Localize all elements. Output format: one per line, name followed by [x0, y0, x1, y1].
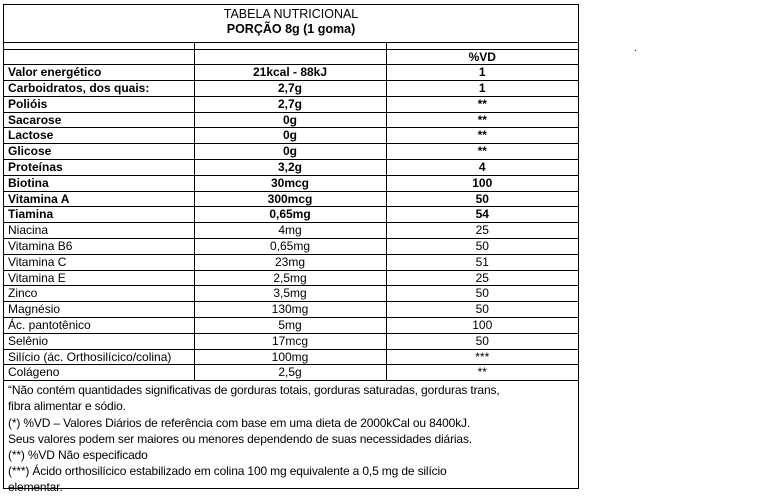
nutrient-amount: 4mg	[194, 223, 386, 239]
header-nutrient	[4, 49, 194, 65]
nutrient-vd: **	[386, 365, 578, 381]
table-row	[4, 207, 578, 223]
nutrient-amount: 3,2g	[194, 160, 386, 176]
nutrient-amount: 30mcg	[194, 175, 386, 191]
nutrient-amount: 2,7g	[194, 81, 386, 97]
nutrient-name: Lactose	[4, 128, 194, 144]
nutrient-name: Sacarose	[4, 112, 194, 128]
table-row	[4, 223, 578, 239]
nutrient-amount: 100mg	[194, 349, 386, 365]
footnote-line: fibra alimentar e sódio.	[8, 399, 126, 414]
nutrient-vd: **	[386, 128, 578, 144]
nutrient-vd: 54	[386, 207, 578, 223]
footnotes	[4, 381, 578, 495]
nutrient-amount: 2,5mg	[194, 270, 386, 286]
nutrient-name: Polióis	[4, 96, 194, 112]
nutrient-amount: 0g	[194, 128, 386, 144]
title-line-1: TABELA NUTRICIONAL	[223, 7, 359, 21]
footnote-line: Seus valores podem ser maiores ou menores dependendo de suas necessidades diárias.	[8, 431, 472, 446]
nutrient-vd: **	[386, 144, 578, 160]
nutrient-vd: 100	[386, 175, 578, 191]
footnote-line: (**) %VD Não especificado	[8, 448, 148, 463]
table-row	[4, 333, 578, 349]
nutrient-vd: ***	[386, 349, 578, 365]
nutrient-name: Biotina	[4, 175, 194, 191]
nutrient-vd: 4	[386, 160, 578, 176]
nutrient-amount: 2,5g	[194, 365, 386, 381]
table-title	[4, 5, 578, 43]
nutrient-amount: 5mg	[194, 318, 386, 334]
table-row	[4, 96, 578, 112]
header-amount	[194, 49, 386, 65]
nutrient-vd: 1	[386, 81, 578, 97]
table-row	[4, 270, 578, 286]
nutrient-name: Selênio	[4, 333, 194, 349]
nutrient-amount: 130mg	[194, 302, 386, 318]
nutrient-vd: 50	[386, 239, 578, 255]
table-row	[4, 349, 578, 365]
nutrient-amount: 0,65mg	[194, 239, 386, 255]
nutrient-vd: 100	[386, 318, 578, 334]
table-row	[4, 128, 578, 144]
nutrient-vd: 25	[386, 270, 578, 286]
nutrient-amount: 0g	[194, 144, 386, 160]
nutrient-vd: 50	[386, 333, 578, 349]
nutrient-amount: 21kcal - 88kJ	[194, 65, 386, 81]
nutrient-amount: 300mcg	[194, 191, 386, 207]
footnote-line: (*) %VD – Valores Diários de referência com base em uma dieta de 2000kCal ou 8400kJ.	[8, 415, 471, 430]
nutrient-amount: 17mcg	[194, 333, 386, 349]
nutrition-table	[4, 43, 578, 381]
nutrient-name: Carboidratos, dos quais:	[4, 81, 194, 97]
table-row	[4, 365, 578, 381]
nutrient-name: Valor energético	[4, 65, 194, 81]
table-row	[4, 302, 578, 318]
nutrient-name: Vitamina B6	[4, 239, 194, 255]
nutrient-vd: **	[386, 96, 578, 112]
footnote-line: elementar.	[8, 480, 63, 495]
nutrient-amount: 0g	[194, 112, 386, 128]
footnote-line: (***) Ácido orthosilícico estabilizado em colina 100 mg equivalente a 0,5 mg de silício	[8, 464, 447, 479]
nutrient-vd: **	[386, 112, 578, 128]
table-row	[4, 318, 578, 334]
nutrient-name: Ác. pantotênico	[4, 318, 194, 334]
nutrient-name: Tiamina	[4, 207, 194, 223]
nutrient-name: Vitamina E	[4, 270, 194, 286]
stray-mark: .	[634, 43, 637, 54]
nutrient-amount: 23mg	[194, 254, 386, 270]
nutrient-vd: 50	[386, 302, 578, 318]
table-row	[4, 239, 578, 255]
nutrition-table-panel	[3, 4, 579, 495]
table-row	[4, 144, 578, 160]
table-row	[4, 254, 578, 270]
nutrient-name: Glicose	[4, 144, 194, 160]
nutrient-amount: 0,65mg	[194, 207, 386, 223]
nutrient-vd: 25	[386, 223, 578, 239]
nutrient-name: Niacina	[4, 223, 194, 239]
nutrient-name: Vitamina A	[4, 191, 194, 207]
nutrient-vd: 1	[386, 65, 578, 81]
table-row	[4, 175, 578, 191]
nutrient-name: Magnésio	[4, 302, 194, 318]
nutrient-name: Zinco	[4, 286, 194, 302]
nutrient-vd: 51	[386, 254, 578, 270]
table-row	[4, 160, 578, 176]
nutrient-name: Colágeno	[4, 365, 194, 381]
nutrient-amount: 2,7g	[194, 96, 386, 112]
nutrient-amount: 3,5mg	[194, 286, 386, 302]
footnote-line: “Não contém quantidades significativas de gorduras totais, gorduras saturadas, gorduras trans,	[8, 383, 500, 398]
table-row	[4, 65, 578, 81]
table-row	[4, 286, 578, 302]
nutrient-name: Vitamina C	[4, 254, 194, 270]
table-row	[4, 112, 578, 128]
nutrient-vd: 50	[386, 191, 578, 207]
header-row	[4, 49, 578, 65]
header-vd: %VD	[386, 49, 578, 65]
table-row	[4, 191, 578, 207]
table-row	[4, 81, 578, 97]
nutrient-name: Silício (ác. Orthosilícico/colina)	[4, 349, 194, 365]
nutrient-name: Proteínas	[4, 160, 194, 176]
nutrient-vd: 50	[386, 286, 578, 302]
title-line-2: PORÇÃO 8g (1 goma)	[226, 22, 356, 36]
